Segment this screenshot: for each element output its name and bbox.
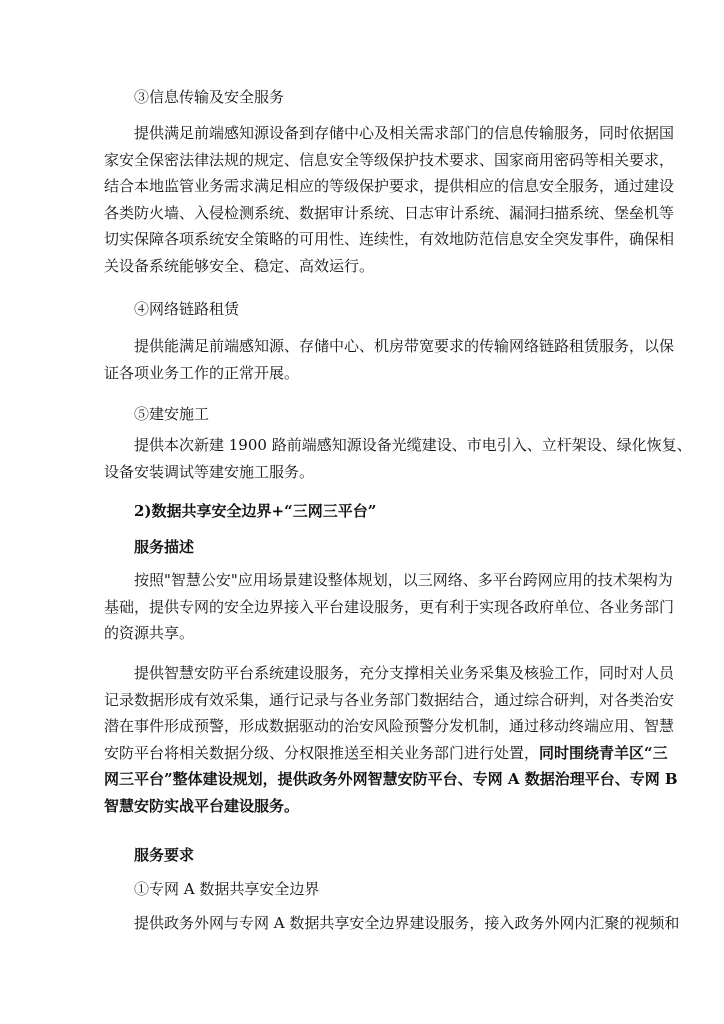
paragraph-info-transmission bbox=[104, 120, 675, 279]
heading-construction bbox=[104, 401, 654, 428]
subheading-service-description bbox=[104, 534, 654, 561]
text-line: 提供智慧安防平台系统建设服务，充分支撑相关业务采集及核验工作，同时对人员 bbox=[134, 664, 675, 682]
text-line: 智慧安防实战平台建设服务。 bbox=[104, 796, 300, 815]
text-line: 提供满足前端感知源设备到存储中心及相关需求部门的信息传输服务，同时依据国 bbox=[134, 124, 675, 142]
text-line: 家安全保密法律法规的规定、信息安全等级保护技术要求、国家商用密码等相关要求， bbox=[104, 150, 675, 169]
paragraph-service-description-2 bbox=[104, 660, 678, 819]
text-line: 证各项业务工作的正常开展。 bbox=[104, 363, 300, 382]
text-line: 各类防火墙、入侵检测系统、数据审计系统、日志审计系统、漏洞扫描系统、堡垒机等 bbox=[104, 203, 675, 222]
text-line: 服务描述 bbox=[134, 538, 195, 556]
section-heading-data-sharing bbox=[104, 498, 654, 525]
text-line: 关设备系统能够安全、稳定、高效运行。 bbox=[104, 256, 375, 275]
text-line-mixed bbox=[104, 740, 668, 767]
text-line: 2)数据共享安全边界+“三网三平台” bbox=[134, 502, 377, 520]
heading-network-lease bbox=[104, 296, 654, 323]
text-line: 网三平台”整体建设规划，提供政务外网智慧安防平台、专网 A 数据治理平台、专网 B bbox=[104, 770, 678, 788]
paragraph-network-lease bbox=[104, 333, 675, 386]
paragraph-private-net-a bbox=[104, 910, 680, 937]
text-segment: 安防平台将相关数据分级、分权限推送至相关业务部门进行处置， bbox=[104, 743, 540, 762]
text-line: 记录数据形成有效采集，通行记录与各业务部门数据结合，通过综合研判，对各类治安 bbox=[104, 690, 675, 709]
text-line: 服务要求 bbox=[134, 846, 195, 864]
text-line: 按照"智慧公安"应用场景建设整体规划，以三网络、多平台跨网应用的技术架构为 bbox=[134, 571, 673, 589]
text-line: 基础，提供专网的安全边界接入平台建设服务，更有利于实现各政府单位、各业务部门 bbox=[104, 597, 675, 616]
text-line: 潜在事件形成预警，形成数据驱动的治安风险预警分发机制，通过移动终端应用、智慧 bbox=[104, 717, 675, 735]
text-line: 提供本次新建 1900 路前端感知源设备光缆建设、市电引入、立杆架设、绿化恢复、 bbox=[134, 436, 692, 454]
heading-private-net-a bbox=[104, 876, 654, 903]
subheading-service-requirements bbox=[104, 842, 654, 869]
paragraph-service-description-1 bbox=[104, 567, 675, 647]
text-line: ①专网 A 数据共享安全边界 bbox=[134, 880, 320, 898]
paragraph-construction bbox=[104, 432, 692, 485]
text-line: 的资源共享。 bbox=[104, 624, 195, 642]
text-line: ④网络链路租赁 bbox=[134, 300, 240, 318]
text-line: 设备安装调试等建安施工服务。 bbox=[104, 462, 315, 481]
text-line: 提供政务外网与专网 A 数据共享安全边界建设服务，接入政务外网内汇聚的视频和 bbox=[134, 914, 680, 932]
text-line: 切实保障各项系统安全策略的可用性、连续性，有效地防范信息安全突发事件，确保相 bbox=[104, 230, 675, 248]
text-line: ⑤建安施工 bbox=[134, 405, 210, 423]
text-segment-bold: 同时围绕青羊区“三 bbox=[539, 743, 668, 762]
text-line: ③信息传输及安全服务 bbox=[134, 88, 285, 106]
text-line: 提供能满足前端感知源、存储中心、机房带宽要求的传输网络链路租赁服务，以保 bbox=[134, 337, 675, 355]
text-line: 结合本地监管业务需求满足相应的等级保护要求，提供相应的信息安全服务，通过建设 bbox=[104, 177, 675, 195]
heading-info-transmission bbox=[104, 84, 654, 111]
